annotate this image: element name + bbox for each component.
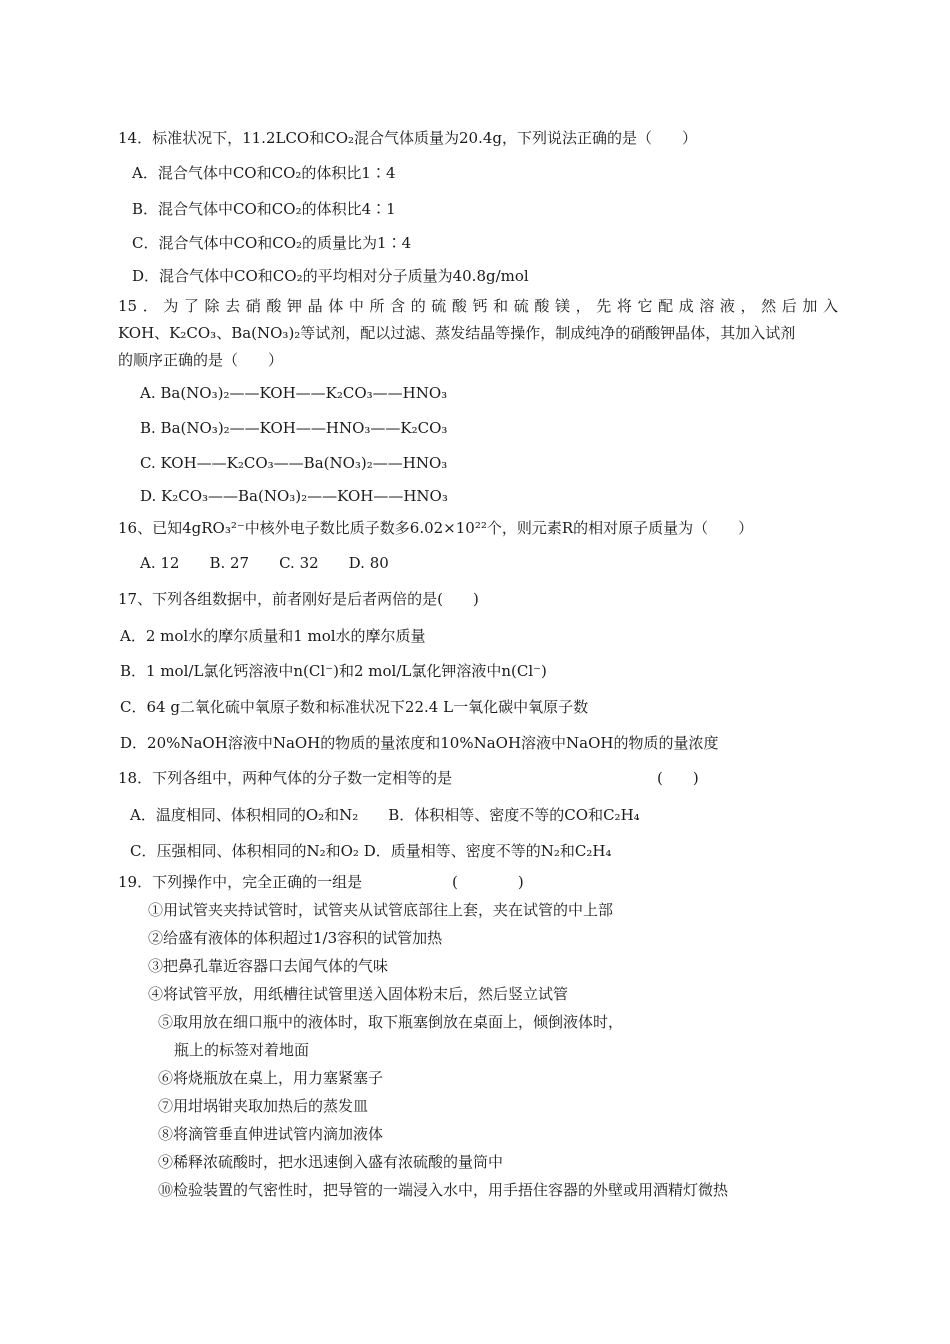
q19-item-10: ⑩检验装置的气密性时，把导管的一端浸入水中，用手捂住容器的外壁或用酒精灯微热 (158, 1181, 729, 1199)
q14-option-b: B．混合气体中CO和CO₂的体积比4∶1 (132, 200, 396, 218)
q19-item-9: ⑨稀释浓硫酸时，把水迅速倒入盛有浓硫酸的量筒中 (158, 1153, 504, 1171)
q19-item-2: ②给盛有液体的体积超过1/3容积的试管加热 (148, 929, 443, 947)
q14-option-c: C．混合气体中CO和CO₂的质量比为1∶4 (132, 234, 412, 252)
q15-option-a: A. Ba(NO₃)₂——KOH——K₂CO₃——HNO₃ (140, 384, 448, 402)
q18-stem: 18．下列各组中，两种气体的分子数一定相等的是 (118, 769, 453, 787)
q17-option-d: D．20%NaOH溶液中NaOH的物质的量浓度和10%NaOH溶液中NaOH的物质的量浓度 (120, 734, 719, 752)
q18-options-cd: C．压强相同、体积相同的N₂和O₂ D．质量相等、密度不等的N₂和C₂H₄ (130, 842, 612, 860)
q18-options-ab: A．温度相同、体积相同的O₂和N₂ B．体积相等、密度不等的CO和C₂H₄ (130, 806, 640, 824)
q19-answer-blank: ( ) (452, 873, 524, 891)
q19-stem: 19．下列操作中，完全正确的一组是 (118, 873, 363, 891)
q19-item-3: ③把鼻孔靠近容器口去闻气体的气味 (148, 957, 389, 975)
q19-item-7: ⑦用坩埚钳夹取加热后的蒸发皿 (158, 1097, 369, 1115)
q16-stem: 16、已知4gRO₃²⁻中核外电子数比质子数多6.02×10²²个，则元素R的相对原子质量为（ ） (118, 519, 754, 537)
q19-item-6: ⑥将烧瓶放在桌上，用力塞紧塞子 (158, 1069, 384, 1087)
q14-option-a: A．混合气体中CO和CO₂的体积比1∶4 (132, 164, 396, 182)
q19-item-5: ⑤取用放在细口瓶中的液体时，取下瓶塞倒放在桌面上，倾倒液体时， (158, 1013, 624, 1031)
q14-option-d: D．混合气体中CO和CO₂的平均相对分子质量为40.8g/mol (132, 267, 529, 285)
q17-option-c: C．64 g二氧化硫中氧原子数和标准状况下22.4 L一氧化碳中氧原子数 (120, 698, 589, 716)
q15-option-c: C. KOH——K₂CO₃——Ba(NO₃)₂——HNO₃ (140, 454, 448, 472)
q17-stem: 17、下列各组数据中，前者刚好是后者两倍的是( ) (118, 590, 479, 608)
q19-item-8: ⑧将滴管垂直伸进试管内滴加液体 (158, 1125, 384, 1143)
q15-stem-line-3: 的顺序正确的是（ ） (118, 351, 284, 369)
q15-option-d: D. K₂CO₃——Ba(NO₃)₂——KOH——HNO₃ (140, 487, 448, 505)
q15-stem-line-1: 15．为了除去硝酸钾晶体中所含的硫酸钙和硫酸镁，先将它配成溶液，然后加入 (118, 297, 838, 315)
q19-item-1: ①用试管夹夹持试管时，试管夹从试管底部往上套，夹在试管的中上部 (148, 901, 614, 919)
q19-item-5-continued: 瓶上的标签对着地面 (174, 1041, 310, 1059)
q16-options: A. 12 B. 27 C. 32 D. 80 (140, 554, 389, 572)
q14-stem: 14．标准状况下，11.2LCO和CO₂混合气体质量为20.4g，下列说法正确的是（ ） (118, 129, 698, 147)
q17-option-b: B．1 mol/L氯化钙溶液中n(Cl⁻)和2 mol/L氯化钾溶液中n(Cl⁻) (120, 662, 547, 680)
q18-answer-blank: ( ) (657, 769, 699, 787)
q15-stem-line-2: KOH、K₂CO₃、Ba(NO₃)₂等试剂，配以过滤、蒸发结晶等操作，制成纯净的硝酸钾晶体，其加入试剂 (118, 324, 796, 342)
q19-item-4: ④将试管平放，用纸槽往试管里送入固体粉末后，然后竖立试管 (148, 985, 569, 1003)
q17-option-a: A．2 mol水的摩尔质量和1 mol水的摩尔质量 (120, 627, 426, 645)
q15-option-b: B. Ba(NO₃)₂——KOH——HNO₃——K₂CO₃ (140, 419, 448, 437)
